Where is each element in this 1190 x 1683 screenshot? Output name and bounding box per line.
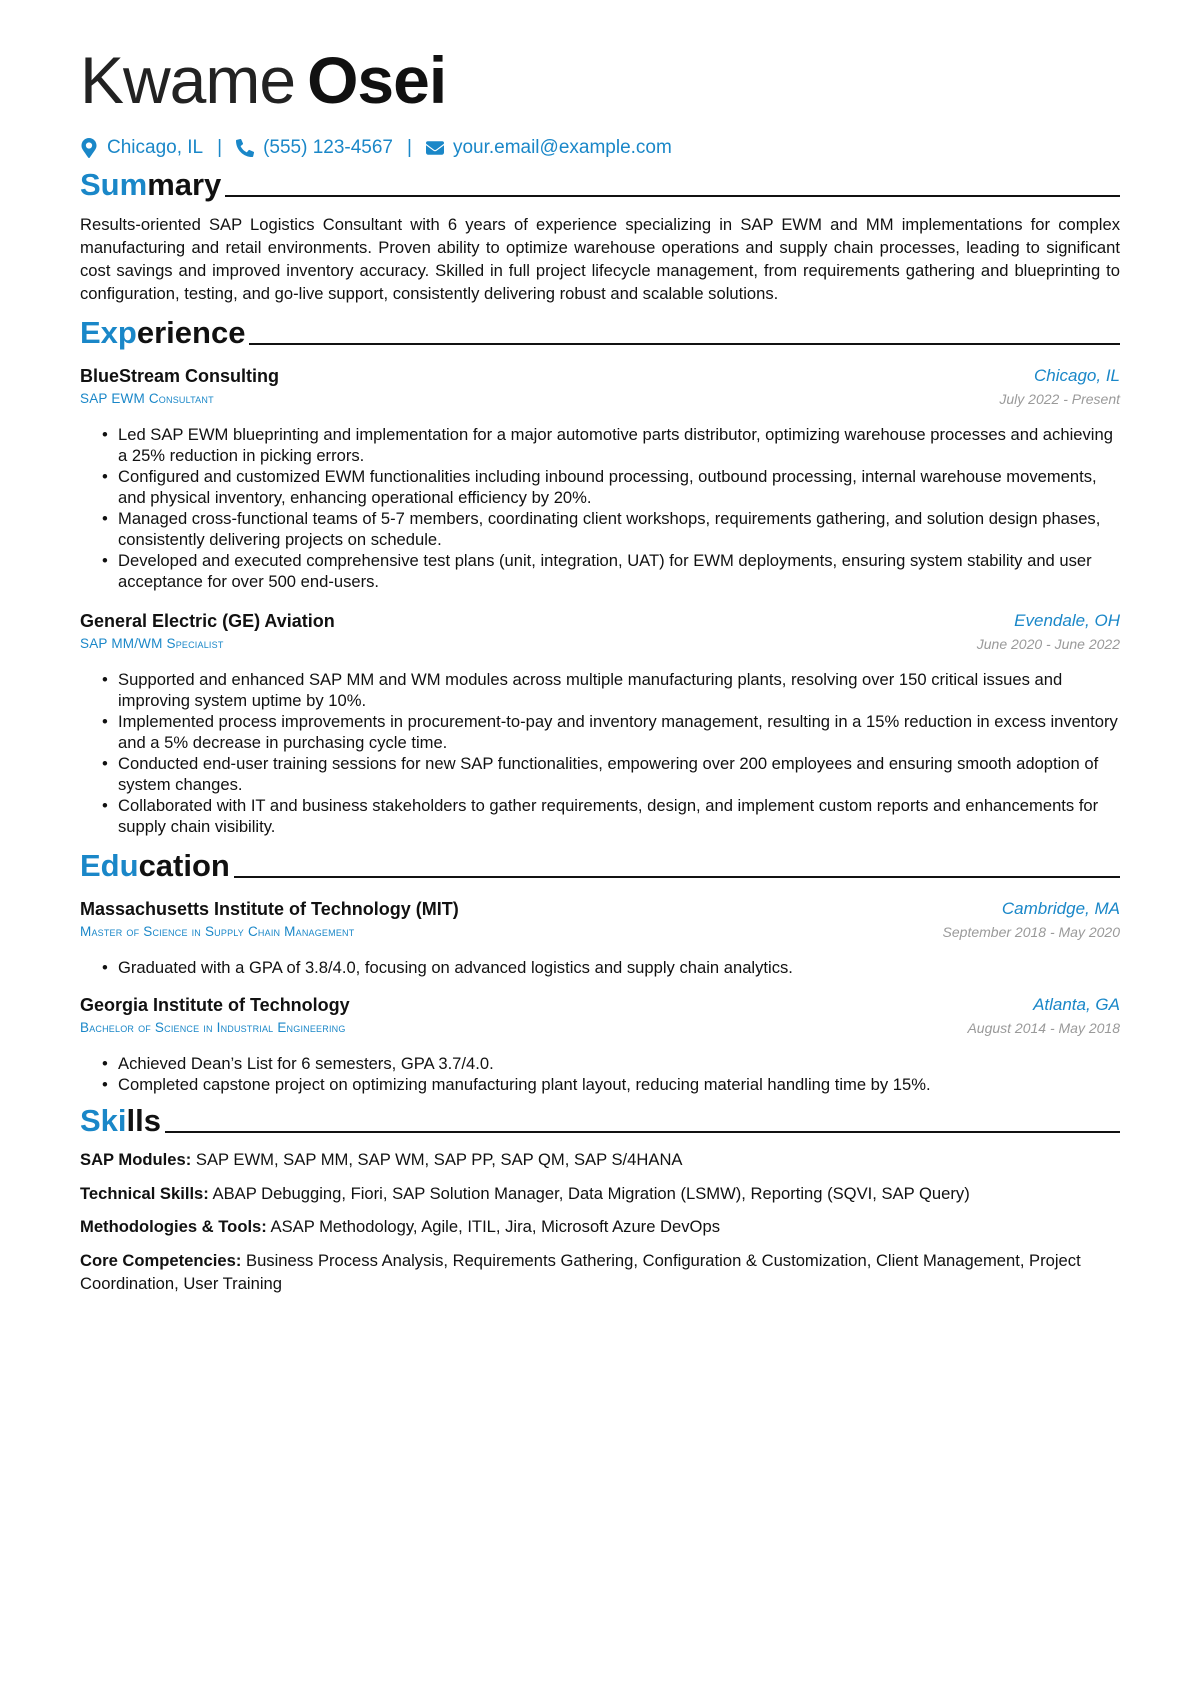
contact-line: [80, 133, 672, 163]
list-item: • Led SAP EWM blueprinting and implementation for a major automotive parts distributor, optimizing warehouse processes and achieving a 25% reduction in picking errors.: [98, 424, 1120, 466]
job-dates: June 2020 - June 2022: [976, 636, 1120, 652]
skill-row: [80, 1249, 1120, 1295]
job-bullets: [98, 669, 1120, 837]
phone-text: (555) 123-4567: [263, 137, 393, 158]
school-dates: August 2014 - May 2018: [967, 1020, 1120, 1036]
section-title: Education: [80, 848, 230, 883]
job-bullets: [98, 424, 1120, 592]
school-bullets: [98, 957, 1120, 978]
skill-value: Business Process Analysis, Requirements Gathering, Configuration & Customization, Client Management, Project Coordination, User Training: [80, 1251, 1081, 1293]
skill-label: Core Competencies:: [80, 1251, 242, 1270]
school-entry-header: [80, 897, 1120, 943]
school-bullets: [98, 1053, 1120, 1095]
job-title: SAP MM/WM Specialist: [80, 636, 224, 651]
location-text: Chicago, IL: [107, 137, 204, 158]
company-name: General Electric (GE) Aviation: [80, 611, 335, 631]
summary-text: Results-oriented SAP Logistics Consultant with 6 years of experience specializing in SAP EWM and MM implementations for complex manufacturing and retail environments. Proven ability to optimize warehouse operations and supply chain processes, leading to significant cost savings and improved inventory accuracy. Skilled in full project lifecycle management, from requirements gathering and blueprinting to configuration, testing, and go-live support, consistently delivering robust and scalable solutions.: [80, 215, 1120, 303]
list-item: • Implemented process improvements in procurement-to-pay and inventory management, resulting in a 15% reduction in excess inventory and a 5% decrease in purchasing cycle time.: [98, 711, 1120, 753]
list-item: • Conducted end-user training sessions for new SAP functionalities, empowering over 200 employees and ensuring smooth adoption of system changes.: [98, 753, 1120, 795]
list-item: • Graduated with a GPA of 3.8/4.0, focusing on advanced logistics and supply chain analytics.: [98, 957, 1120, 978]
skill-value: ABAP Debugging, Fiori, SAP Solution Manager, Data Migration (LSMW), Reporting (SQVI, SAP Query): [212, 1184, 970, 1203]
section-title: Summary: [80, 167, 222, 202]
skill-value: SAP EWM, SAP MM, SAP WM, SAP PP, SAP QM, SAP S/4HANA: [195, 1150, 683, 1169]
candidate-name: [80, 40, 446, 120]
school-location: Atlanta, GA: [1033, 995, 1120, 1014]
degree-title: Bachelor of Science in Industrial Engineering: [80, 1020, 346, 1035]
phone-icon: [236, 138, 254, 158]
last-name: Osei: [307, 43, 447, 117]
list-item: • Developed and executed comprehensive test plans (unit, integration, UAT) for EWM deployments, ensuring system stability and user acceptance for over 500 end-users.: [98, 550, 1120, 592]
job-title: SAP EWM Consultant: [80, 391, 214, 406]
skill-row: [80, 1215, 1120, 1238]
school-dates: September 2018 - May 2020: [942, 924, 1120, 940]
summary-heading: [80, 162, 1120, 202]
list-item: • Completed capstone project on optimizing manufacturing plant layout, reducing material handling time by 15%.: [98, 1074, 1120, 1095]
list-item: • Managed cross-functional teams of 5-7 members, coordinating client workshops, requirements gathering, and solution design phases, consistently delivering projects on schedule.: [98, 508, 1120, 550]
school-name: Massachusetts Institute of Technology (MIT): [80, 899, 459, 919]
job-entry-header: [80, 364, 1120, 410]
envelope-icon: [426, 138, 444, 158]
job-location: Chicago, IL: [1034, 366, 1120, 385]
job-location: Evendale, OH: [1014, 611, 1120, 630]
degree-title: Master of Science in Supply Chain Management: [80, 924, 355, 939]
list-item: • Configured and customized EWM functionalities including inbound processing, outbound processing, internal warehouse movements, and physical inventory, enhancing operational efficiency by 20%.: [98, 466, 1120, 508]
school-location: Cambridge, MA: [1001, 899, 1120, 918]
section-title: Skills: [80, 1103, 161, 1138]
contact-separator: |: [217, 137, 223, 158]
contact-separator: |: [407, 137, 412, 158]
list-item: • Supported and enhanced SAP MM and WM modules across multiple manufacturing plants, resolving over 150 critical issues and improving system uptime by 10%.: [98, 669, 1120, 711]
job-dates: July 2022 - Present: [999, 391, 1120, 407]
school-name: Georgia Institute of Technology: [80, 995, 350, 1015]
section-rule: [165, 1131, 1120, 1133]
skill-row: [80, 1182, 1120, 1205]
email-link: your.email@example.com: [452, 137, 672, 158]
skill-row: [80, 1148, 1120, 1171]
skill-label: Technical Skills:: [80, 1184, 209, 1203]
list-item: • Achieved Dean’s List for 6 semesters, GPA 3.7/4.0.: [98, 1053, 1120, 1074]
first-name: Kwame: [80, 43, 296, 117]
section-title: Experience: [80, 315, 246, 350]
map-marker-icon: [80, 138, 98, 158]
skills-heading: [80, 1098, 1120, 1138]
email-item[interactable]: [426, 137, 672, 159]
section-rule: [234, 876, 1120, 878]
skill-value: ASAP Methodology, Agile, ITIL, Jira, Microsoft Azure DevOps: [270, 1217, 720, 1236]
list-item: • Collaborated with IT and business stakeholders to gather requirements, design, and implement custom reports and enhancements for supply chain visibility.: [98, 795, 1120, 837]
skill-label: SAP Modules:: [80, 1150, 192, 1169]
school-entry-header: [80, 993, 1120, 1039]
job-entry-header: [80, 609, 1120, 655]
phone-item[interactable]: [236, 137, 393, 159]
location-item: [80, 137, 203, 159]
section-rule: [249, 343, 1120, 345]
experience-heading: [80, 310, 1120, 350]
section-rule: [225, 195, 1120, 197]
skill-label: Methodologies & Tools:: [80, 1217, 267, 1236]
company-name: BlueStream Consulting: [80, 366, 280, 386]
education-heading: [80, 843, 1120, 883]
